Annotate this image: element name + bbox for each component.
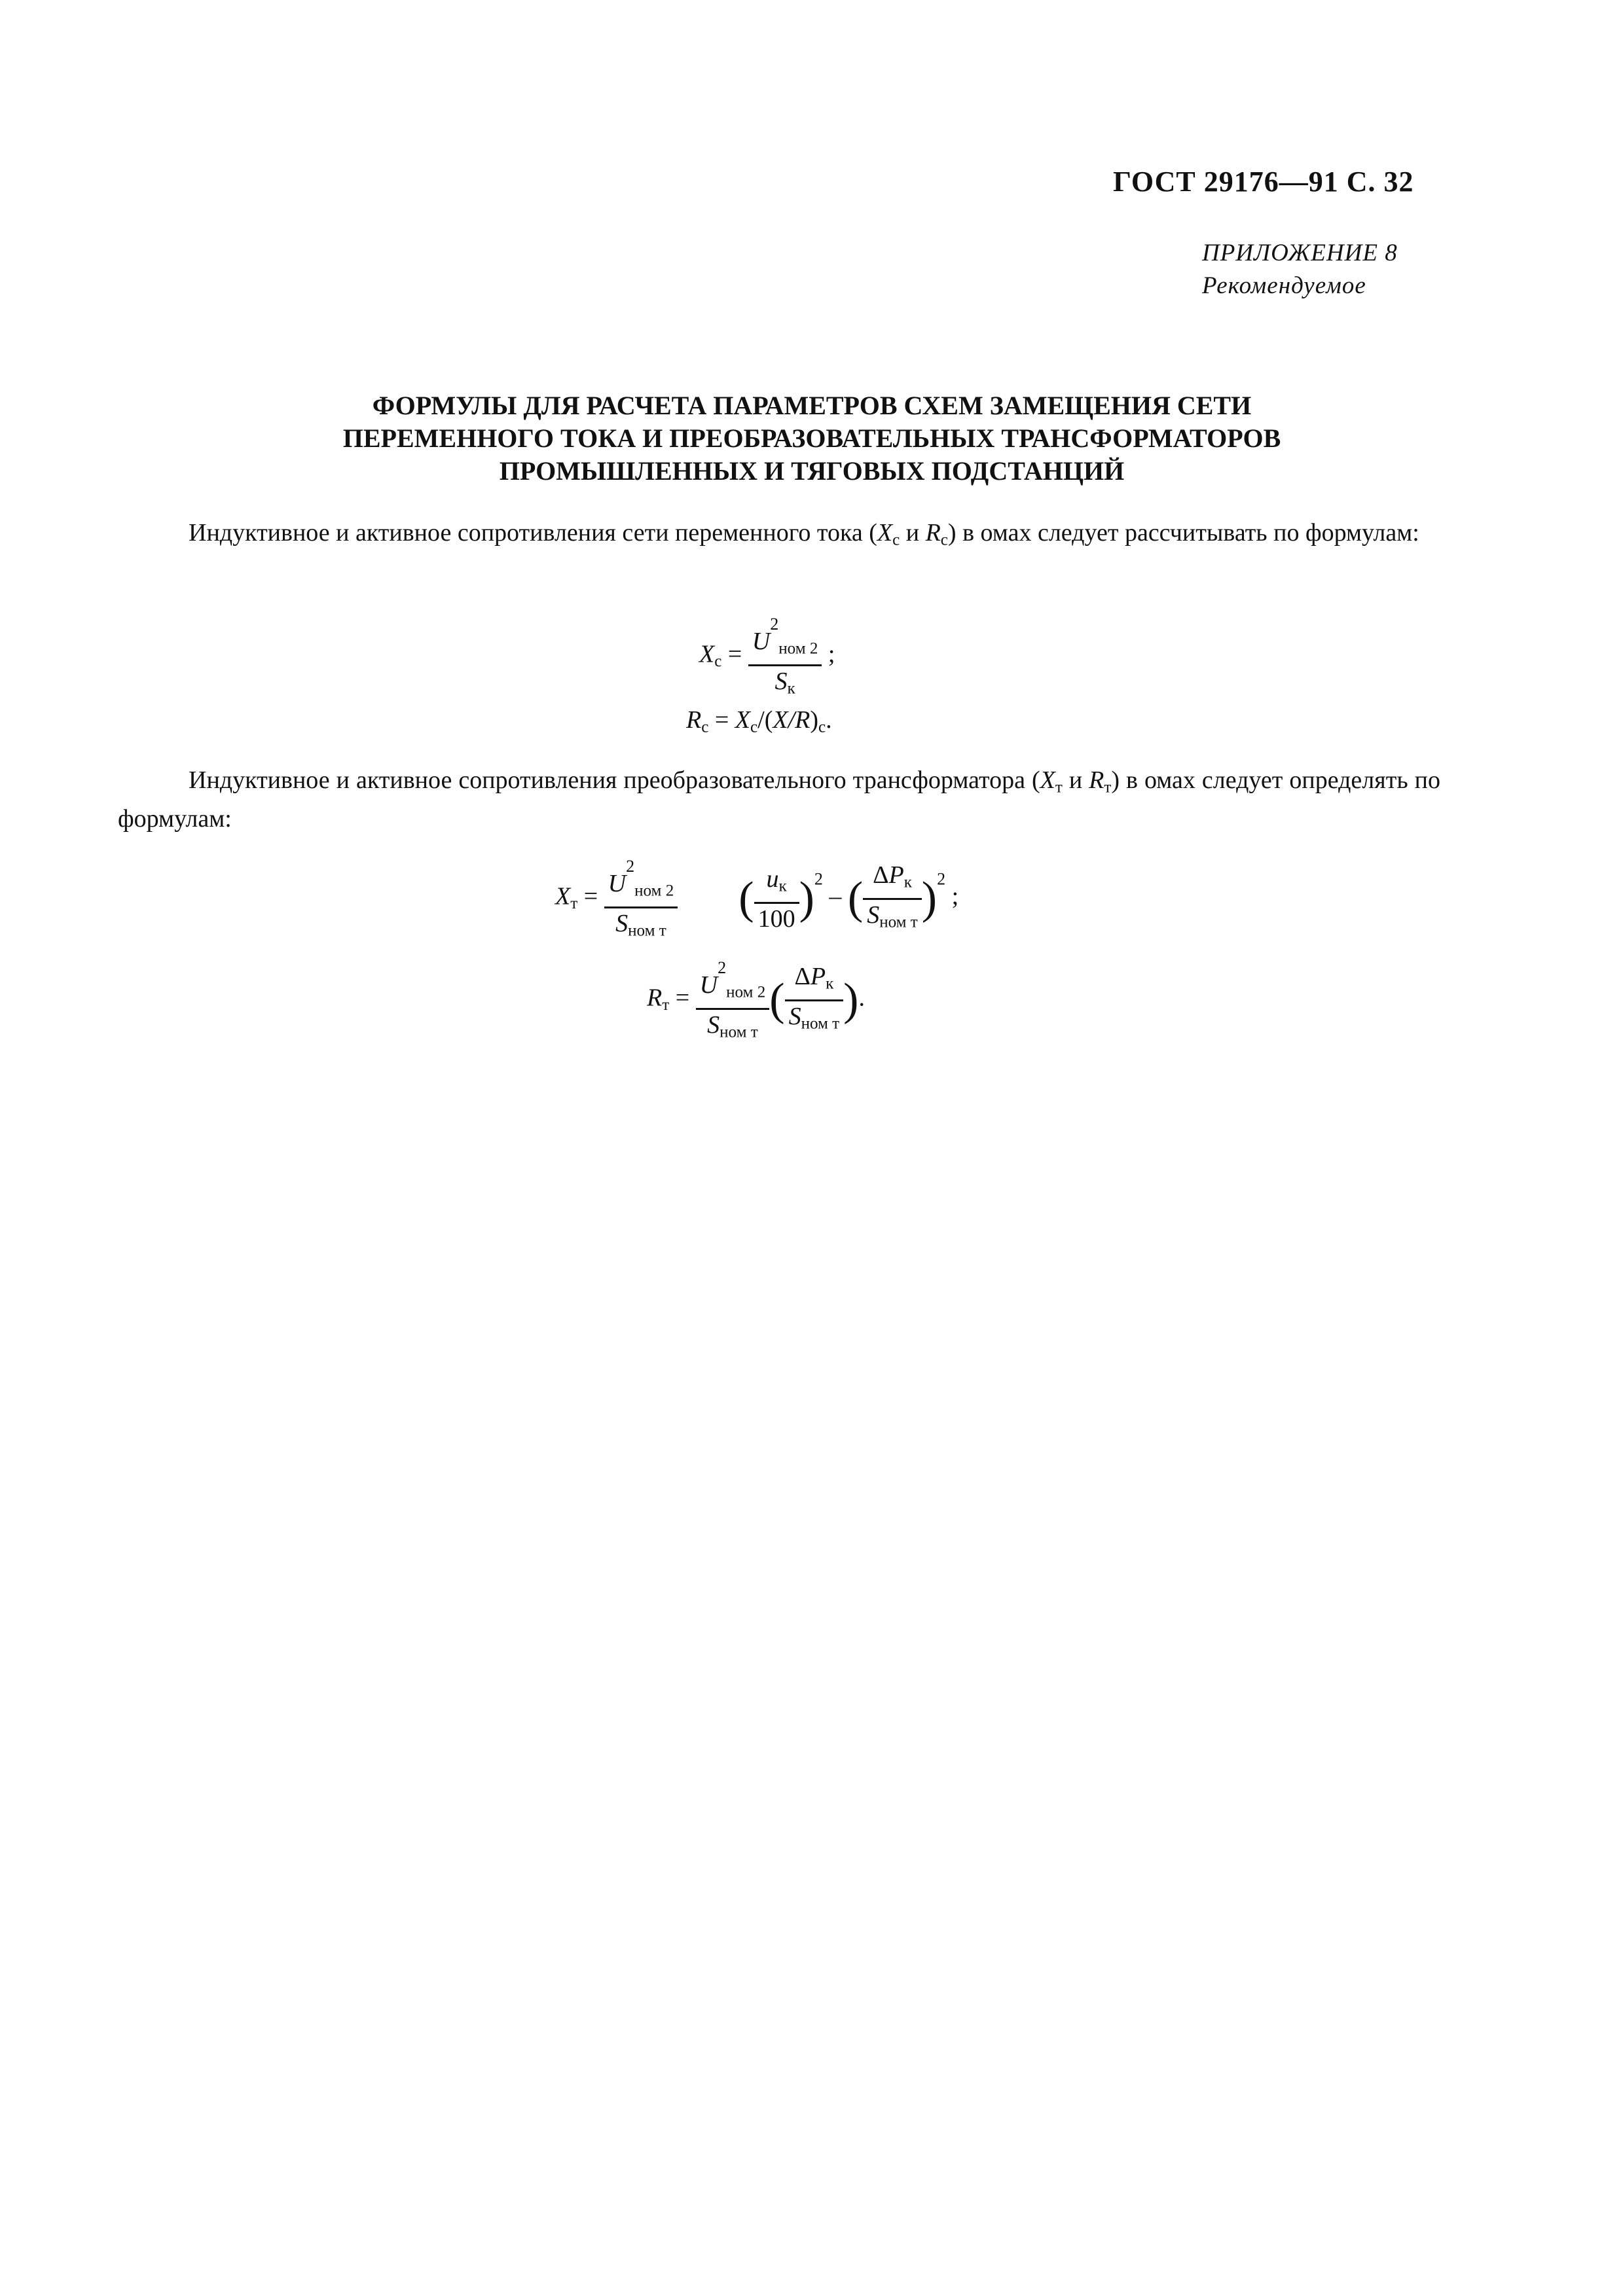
fraction: $\frac{u_к}{100}$ <box>754 863 799 934</box>
formula-xt: $X_т$ = $\frac{U^2_{ном 2}}{S_{ном т}}$ ( $\frac{u_к}{100}$ )$^2$ – ( $\frac{\Delta P_к}{S_{ном т}}$ )$^2$ ; <box>555 851 958 946</box>
appendix-label: ПРИЛОЖЕНИЕ 8 <box>1202 240 1398 266</box>
formula-rc: $R_c = X_c/(X/R)_c$. <box>686 706 832 736</box>
appendix-status: Рекомендуемое <box>1202 272 1366 299</box>
document-header: ГОСТ 29176—91 С. 32 <box>1113 166 1414 198</box>
title-line-1: ФОРМУЛЫ ДЛЯ РАСЧЕТА ПАРАМЕТРОВ СХЕМ ЗАМЕЩЕНИЯ СЕТИ <box>372 391 1252 420</box>
fraction: $\frac{\Delta P_к}{S_{ном т}}$ <box>863 859 922 938</box>
fraction: $\frac{U^2_{ном 2}}{S_{ном т}}$ <box>604 851 678 946</box>
fraction: $\frac{\Delta P_к}{S_{ном т}}$ <box>785 961 844 1039</box>
formula-xc: $X_c$ = $\frac{U^2_{ном 2}}{S_к}$ ; <box>699 609 835 704</box>
section-title <box>118 389 1506 488</box>
fraction: $\frac{U^2_{ном 2}}{S_к}$ <box>748 609 822 704</box>
paragraph-transformer: Индуктивное и активное сопротивления преобразовательного трансформатора ($X_т$ и $R_т$) в омах следует определять по формулам: <box>118 766 1440 833</box>
appendix-block <box>1202 237 1398 302</box>
paragraph-network: Индуктивное и активное сопротивления сети переменного тока ($X_c$ и $R_c$) в омах следует рассчитывать по формулам: <box>189 519 1419 549</box>
formula-rt: $R_т$ = $\frac{U^2_{ном 2}}{S_{ном т}}$ ( $\frac{\Delta P_к}{S_{ном т}}$ ). <box>647 952 865 1048</box>
fraction: $\frac{U^2_{ном 2}}{S_{ном т}}$ <box>696 952 770 1048</box>
title-line-3: ПРОМЫШЛЕННЫХ И ТЯГОВЫХ ПОДСТАНЦИЙ <box>499 456 1125 486</box>
title-line-2: ПЕРЕМЕННОГО ТОКА И ПРЕОБРАЗОВАТЕЛЬНЫХ ТРАНСФОРМАТОРОВ <box>342 423 1281 453</box>
